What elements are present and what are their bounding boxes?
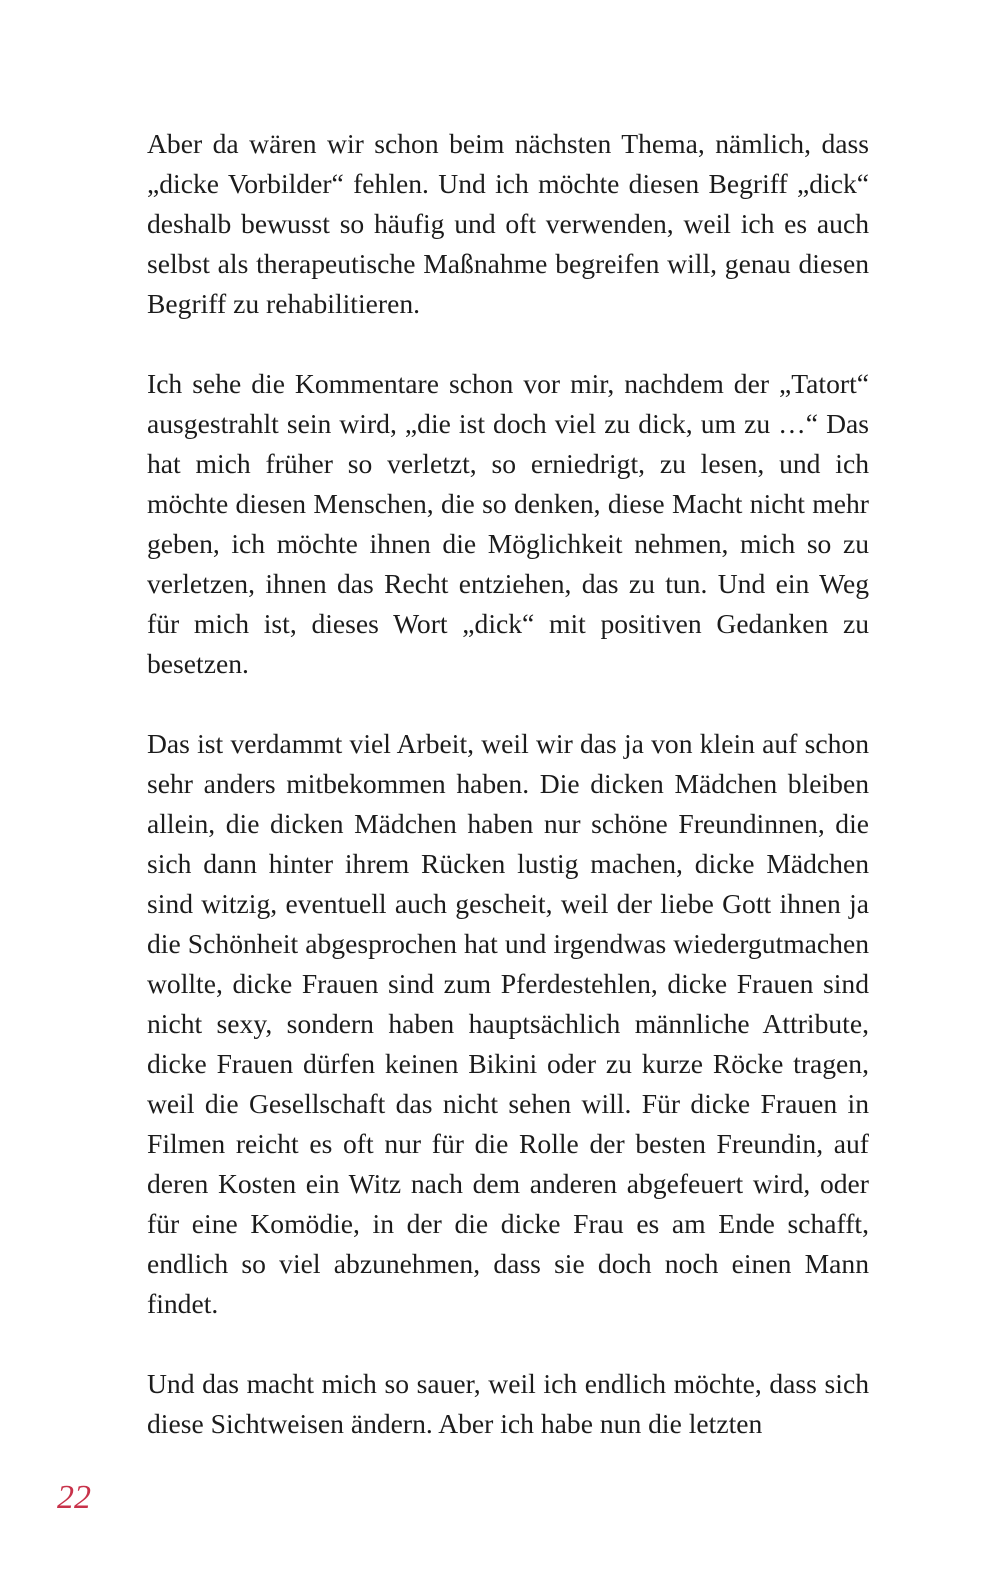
paragraph-3: Das ist verdammt viel Arbeit, weil wir das ja von klein auf schon sehr anders mitbekommen haben. Die dicken Mädchen bleiben allein, die dicken Mädchen haben nur schöne Freundinnen, die sich dann hinter ihrem Rücken lustig machen, dicke Mädchen sind witzig, eventuell auch gescheit, weil der liebe Gott ihnen ja die Schönheit abgesprochen hat und irgendwas wiedergutmachen wollte, dicke Frauen sind zum Pferdestehlen, dicke Frauen sind nicht sexy, sondern haben hauptsächlich männliche Attribute, dicke Frauen dürfen keinen Bikini oder zu kurze Röcke tragen, weil die Gesellschaft das nicht sehen will. Für dicke Frauen in Filmen reicht es oft nur für die Rolle der besten Freundin, auf deren Kosten ein Witz nach dem anderen abgefeuert wird, oder für eine Komödie, in der die dicke Frau es am Ende schafft, endlich so viel abzunehmen, dass sie doch noch einen Mann findet. (147, 728, 869, 1319)
body-text (147, 124, 869, 1484)
paragraph-1: Aber da wären wir schon beim nächsten Thema, nämlich, dass „dicke Vorbilder“ fehlen. Und ich möchte diesen Begriff „dick“ deshalb bewusst so häufig und oft verwenden, weil ich es auch selbst als therapeutische Maßnahme begreifen will, genau diesen Begriff zu rehabilitieren. (147, 128, 869, 319)
paragraph-4: Und das macht mich so sauer, weil ich endlich möchte, dass sich diese Sichtweisen ändern. Aber ich habe nun die letzten (147, 1368, 869, 1439)
page-number: 22 (57, 1479, 91, 1516)
paragraph-2: Ich sehe die Kommentare schon vor mir, nachdem der „Tatort“ ausgestrahlt sein wird, „die ist doch viel zu dick, um zu …“ Das hat mich früher so verletzt, so erniedrigt, zu lesen, und ich möchte diesen Menschen, die so denken, diese Macht nicht mehr geben, ich möchte ihnen die Möglichkeit nehmen, mich so zu verletzen, ihnen das Recht entziehen, das zu tun. Und ein Weg für mich ist, dieses Wort „dick“ mit positiven Gedanken zu besetzen. (147, 368, 869, 679)
